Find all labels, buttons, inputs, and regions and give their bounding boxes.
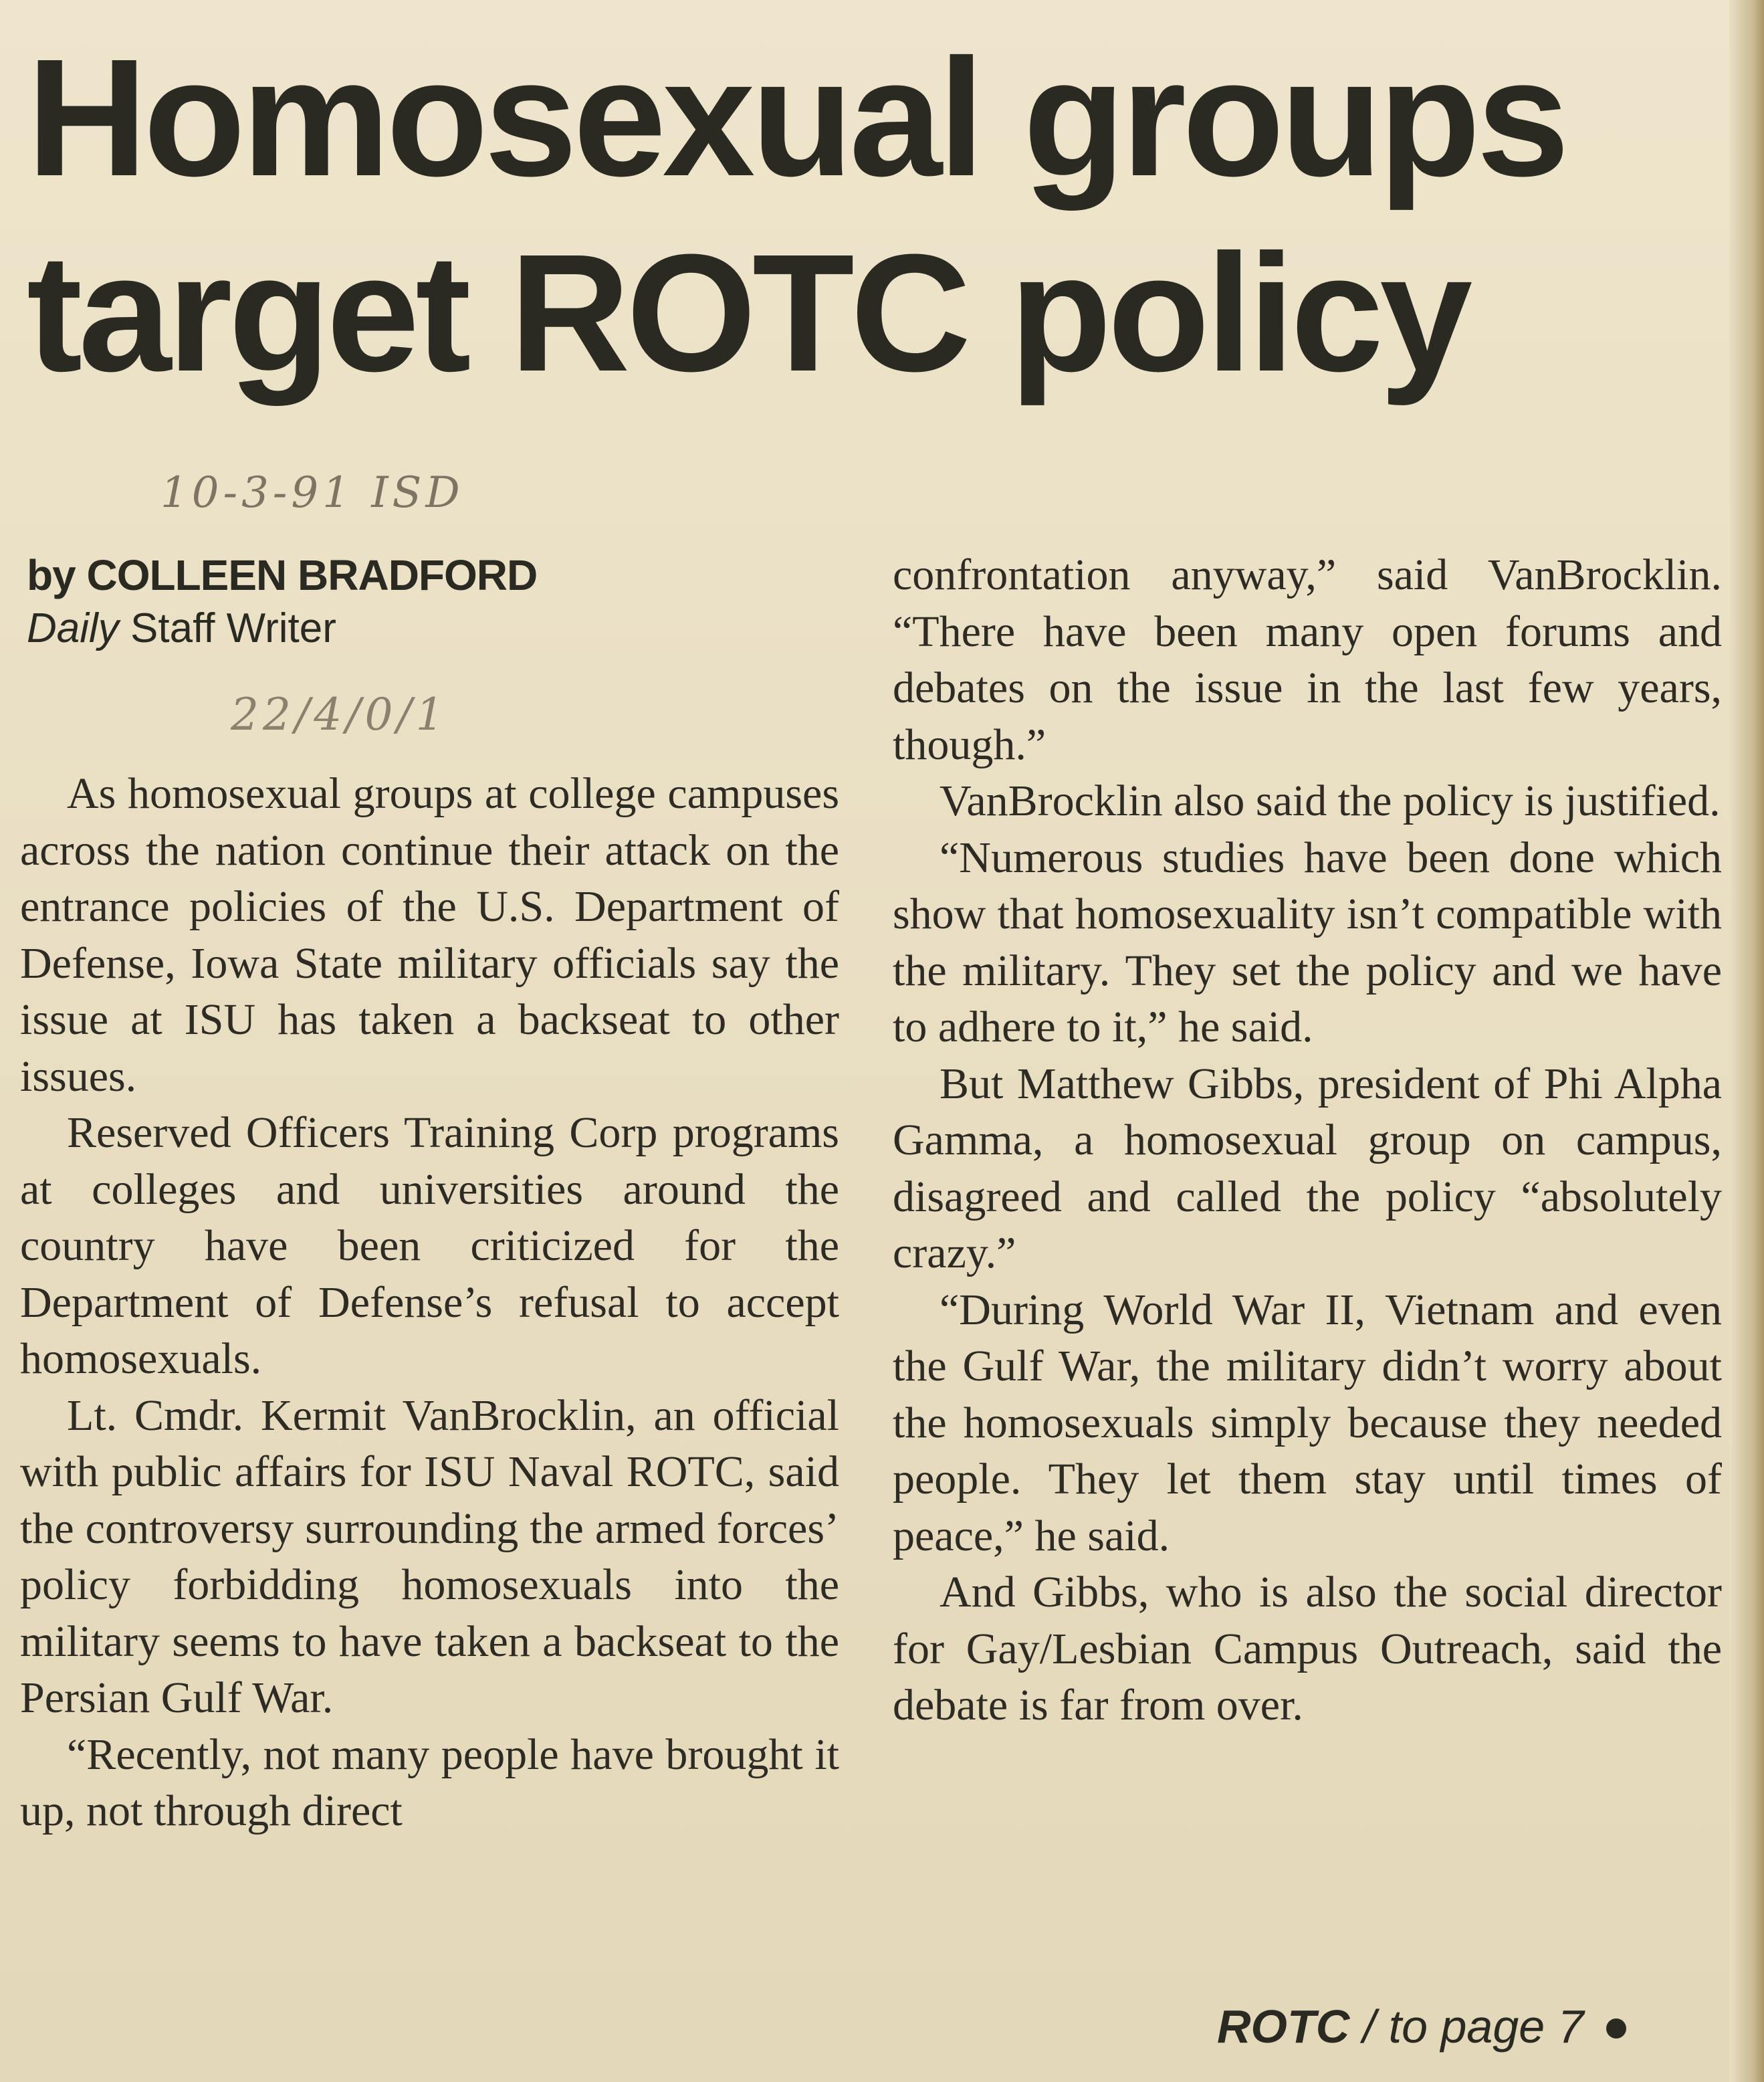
article-paragraph: And Gibbs, who is also the social director for Gay/Lesbian Campus Outreach, said the debate is far from over. [893,1568,1722,1730]
article-column-left [20,766,839,1840]
byline [27,548,537,655]
article-paragraph: “Recently, not many people have brought it up, not through direct [20,1730,839,1835]
jump-destination: / to page 7 [1362,2000,1584,2053]
byline-publication: Daily [27,605,119,651]
byline-role [27,602,537,655]
paper-edge [1729,0,1764,2082]
byline-title: Staff Writer [130,605,336,651]
article-paragraph-continued: confrontation anyway,” said VanBrocklin. “There have been many open forums and debates on the issue in the last few years, though.” [893,550,1722,769]
article-paragraph: Lt. Cmdr. Kermit VanBrocklin, an official with public affairs for ISU Naval ROTC, said the controversy surrounding the armed forces’ policy forbidding homosexuals into the military seems to have taken a backseat to the Persian Gulf War. [20,1390,839,1722]
article-paragraph: “Numerous studies have been done which show that homosexuality isn’t compatible with the military. They set the policy and we have to adhere to it,” he said. [893,833,1722,1051]
article-paragraph: But Matthew Gibbs, president of Phi Alpha Gamma, a homosexual group on campus, disagreed and called the policy “absolutely crazy.” [893,1059,1722,1277]
article-paragraph: Reserved Officers Training Corp programs at colleges and universities around the country have been criticized for the Department of Defense’s refusal to accept homosexuals. [20,1108,839,1383]
article-paragraph: As homosexual groups at college campuses across the nation continue their attack on the entrance policies of the U.S. Department of Defense, Iowa State military officials say the issue at ISU has taken a backseat to other issues. [20,769,839,1101]
jump-line [1217,2000,1626,2053]
handwritten-date-note: 10-3-91 ISD [160,468,464,518]
jump-section: ROTC [1217,2000,1350,2053]
bullet-icon [1606,2018,1626,2039]
headline-line-1: Homosexual groups [27,24,1566,211]
headline [27,20,1739,411]
byline-author: by COLLEEN BRADFORD [27,551,538,599]
article-column-right [893,547,1722,1734]
article-paragraph: “During World War II, Vietnam and even the Gulf War, the military didn’t worry about the homosexuals simply because they needed people. They let them stay until times of peace,” he said. [893,1285,1722,1560]
handwritten-archive-note: 22/4/0/1 [231,689,448,740]
headline-line-2: target ROTC policy [27,219,1469,406]
article-paragraph: VanBrocklin also said the policy is justified. [940,776,1721,825]
